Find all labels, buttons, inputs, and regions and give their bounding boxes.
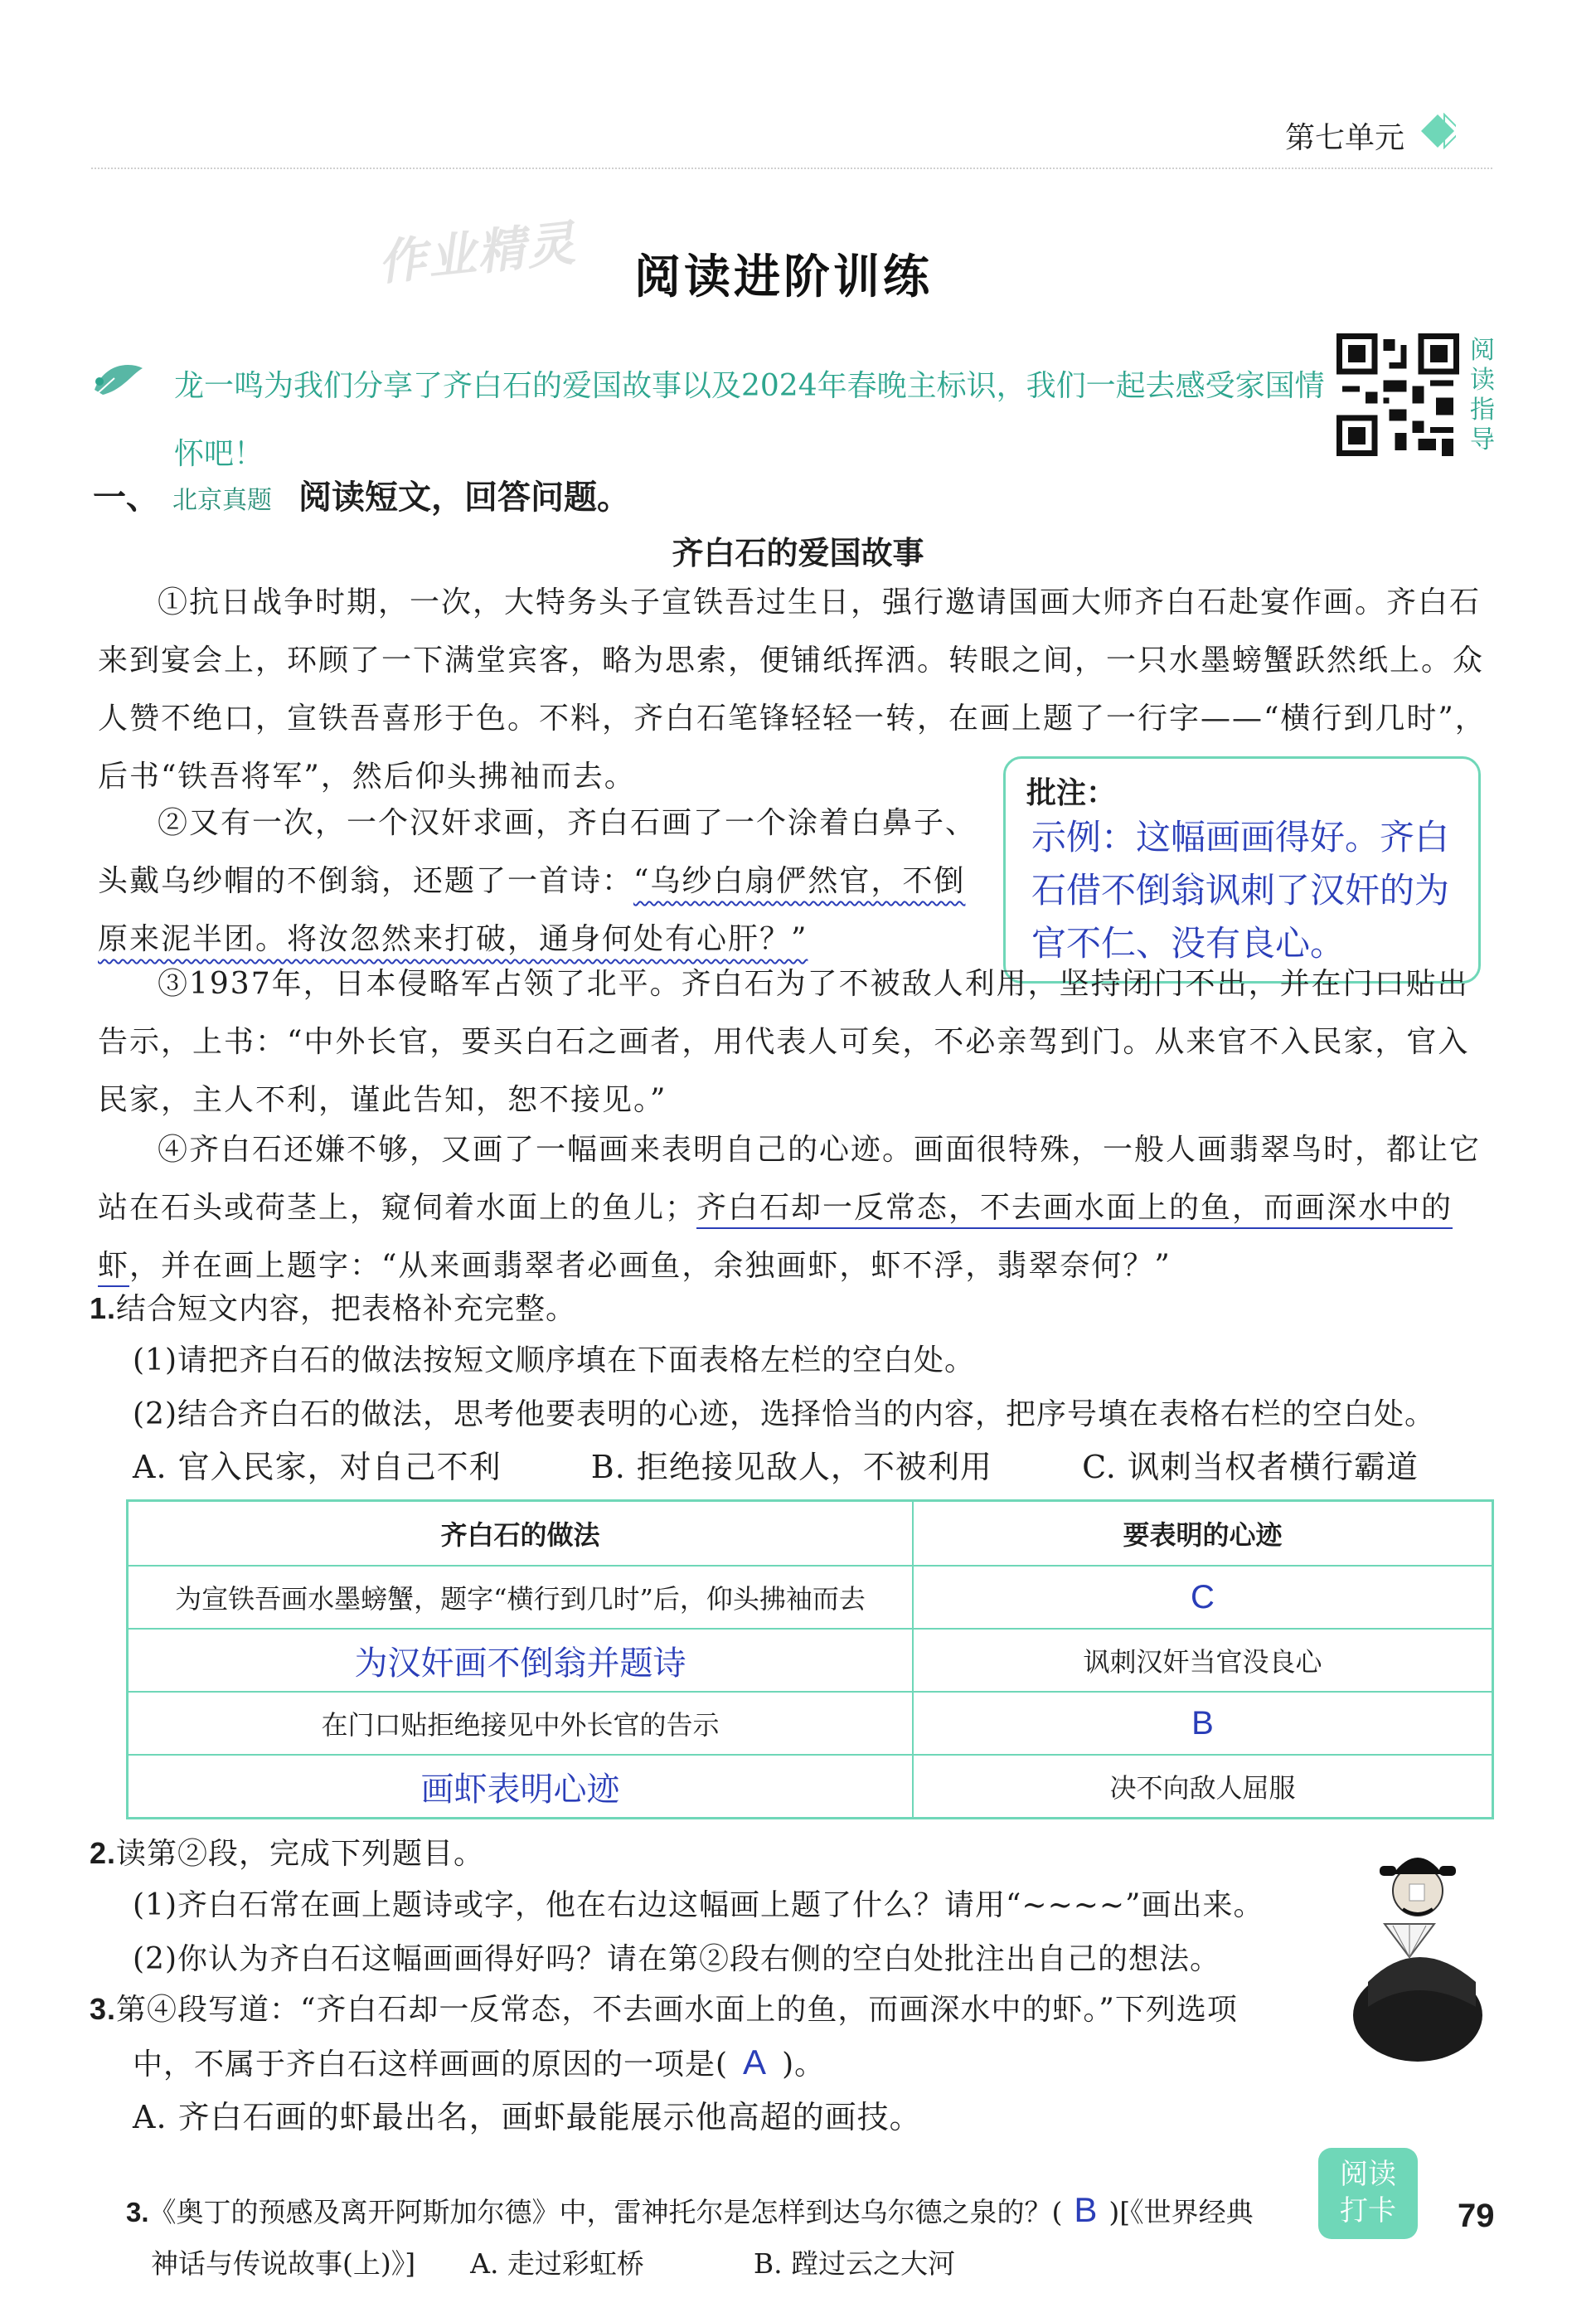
diamond-icon	[1419, 113, 1456, 149]
paragraph-4: ④齐白石还嫌不够，又画了一幅画来表明自己的心迹。画面很特殊，一般人画翡翠鸟时，都让它站在石头或荷茎上，窥伺着水面上的鱼儿；齐白石却一反常态，不去画水面上的鱼，而画深水中的虾，并在画上题字：“从来画翡翠者必画鱼，余独画虾，虾不浮，翡翠奈何？”	[98, 1133, 1482, 1283]
reading-guide-text: 龙一鸣为我们分享了齐白石的爱国故事以及2024年春晚主标识，我们一起去感受家国情怀吧！	[174, 369, 1325, 471]
table-header-row	[128, 1501, 1493, 1567]
question-1-sub-1: (1)请把齐白石的做法按短文顺序填在下面表格左栏的空白处。	[133, 1343, 975, 1377]
page-number: 79	[1458, 2198, 1495, 2234]
question-1-sub-2: (2)结合齐白石的做法，思考他要表明的心迹，选择恰当的内容，把序号填在表格右栏的空白处。	[133, 1397, 1435, 1431]
qr-code-icon[interactable]	[1336, 333, 1459, 456]
question-2-sub-2: (2)你认为齐白石这幅画画得好吗？请在第②段右侧的空白处批注出自己的想法。	[133, 1942, 1220, 1976]
question-3-answer: A	[743, 2043, 768, 2082]
part-instruction: 阅读短文，回答问题。	[298, 478, 630, 517]
paragraph-1: ①抗日战争时期，一次，大特务头子宣铁吾过生日，强行邀请国画大师齐白石赴宴作画。齐白石来到宴会上，环顾了一下满堂宾客，略为思索，便铺纸挥洒。转眼之间，一只水墨螃蟹跃然纸上。众人赞不绝口，宣铁吾喜形于色。不料，齐白石笔锋轻轻一转，在画上题了一行字——“横行到几时”，后书“铁吾将军”，然后仰头拂袖而去。	[98, 585, 1487, 794]
passage-title: 齐白石的爱国故事	[672, 535, 924, 571]
question-1: 1.结合短文内容，把表格补充完整。	[90, 1291, 577, 1326]
header-divider	[91, 168, 1492, 169]
reading-checkin-question: 3.《奥丁的预感及离开阿斯加尔德》中，雷神托尔是怎样到达乌尔德之泉的？( B )[《世界经典 神话与传说故事(上)》] A. 走过彩虹桥 B. 蹚过云之大河	[126, 2190, 1254, 2280]
table-cell-answer: 为汉奸画不倒翁并题诗	[128, 1629, 914, 1692]
watermark: 作业精灵	[375, 214, 580, 292]
table-cell: 决不向敌人屈服	[913, 1755, 1493, 1819]
question-2: 2.读第②段，完成下列题目。	[90, 1836, 485, 1871]
annotation-answer: 示例：这幅画画得好。齐白石借不倒翁讽刺了汉奸的为官不仁、没有良心。	[1031, 817, 1450, 964]
table-cell-answer: B	[913, 1692, 1493, 1755]
leaf-icon	[90, 357, 148, 406]
footer-answer: B	[1074, 2190, 1098, 2229]
question-1-options: A. 官入民家，对自己不利 B. 拒绝接见敌人，不被利用 C. 讽刺当权者横行霸道	[133, 1449, 1419, 1485]
source-tag: 北京真题	[172, 486, 272, 515]
unit-label: 第七单元	[1285, 121, 1405, 155]
table-row	[128, 1629, 1493, 1692]
table-row	[128, 1692, 1493, 1755]
question-3-line-2: 中，不属于齐白石这样画画的原因的一项是( A )。	[133, 2043, 826, 2082]
table-cell-answer: 画虾表明心迹	[128, 1755, 914, 1819]
table-header: 齐白石的做法	[128, 1501, 914, 1567]
paragraph-3: ③1937年，日本侵略军占领了北平。齐白石为了不被敌人利用，坚持闭门不出，并在门口贴出告示，上书：“中外长官，要买白石之画者，用代表人可矣，不必亲驾到门。从来官不入民家，官入民家，主人不利，谨此告知，恕不接见。”	[98, 967, 1470, 1117]
poem-wavy-underline: “乌纱白扇俨然官，不倒原来泥半团。将汝忽然来打破，通身何处有心肝？”	[98, 864, 966, 956]
tumbler-doll-illustration	[1351, 1833, 1501, 2065]
question-3-option-a: A. 齐白石画的虾最出名，画虾最能展示他高超的画技。	[133, 2099, 922, 2135]
annotation-label: 批注：	[1026, 776, 1117, 810]
table-cell: 为宣铁吾画水墨螃蟹，题字“横行到几时”后，仰头拂袖而去	[128, 1566, 914, 1629]
part-number: 一、	[93, 478, 159, 517]
table-header: 要表明的心迹	[913, 1501, 1493, 1567]
question-3: 3.第④段写道：“齐白石却一反常态，不去画水面上的鱼，而画深水中的虾。”下列选项	[90, 1992, 1238, 2027]
answer-underline: 齐白石却一反常态，不去画水面上的鱼，而画深水中的虾	[98, 1191, 1453, 1283]
table-row	[128, 1566, 1493, 1629]
qr-side-label: 阅 读 指 导	[1470, 336, 1495, 454]
question-2-sub-1: (1)齐白石常在画上题诗或字，他在右边这幅画上题了什么？请用“~~~~”画出来。	[133, 1888, 1264, 1922]
table-cell: 在门口贴拒绝接见中外长官的告示	[128, 1692, 914, 1755]
table-cell-answer: C	[913, 1566, 1493, 1629]
answer-table	[126, 1499, 1494, 1819]
reading-checkin-badge: 阅读 打卡	[1318, 2148, 1418, 2239]
page-title: 阅读进阶训练	[634, 250, 933, 304]
table-cell: 讽刺汉奸当官没良心	[913, 1629, 1493, 1692]
paragraph-2: ②又有一次，一个汉奸求画，齐白石画了一个涂着白鼻子、头戴乌纱帽的不倒翁，还题了一首诗：“乌纱白扇俨然官，不倒原来泥半团。将汝忽然来打破，通身何处有心肝？”	[98, 806, 977, 956]
table-row	[128, 1755, 1493, 1819]
